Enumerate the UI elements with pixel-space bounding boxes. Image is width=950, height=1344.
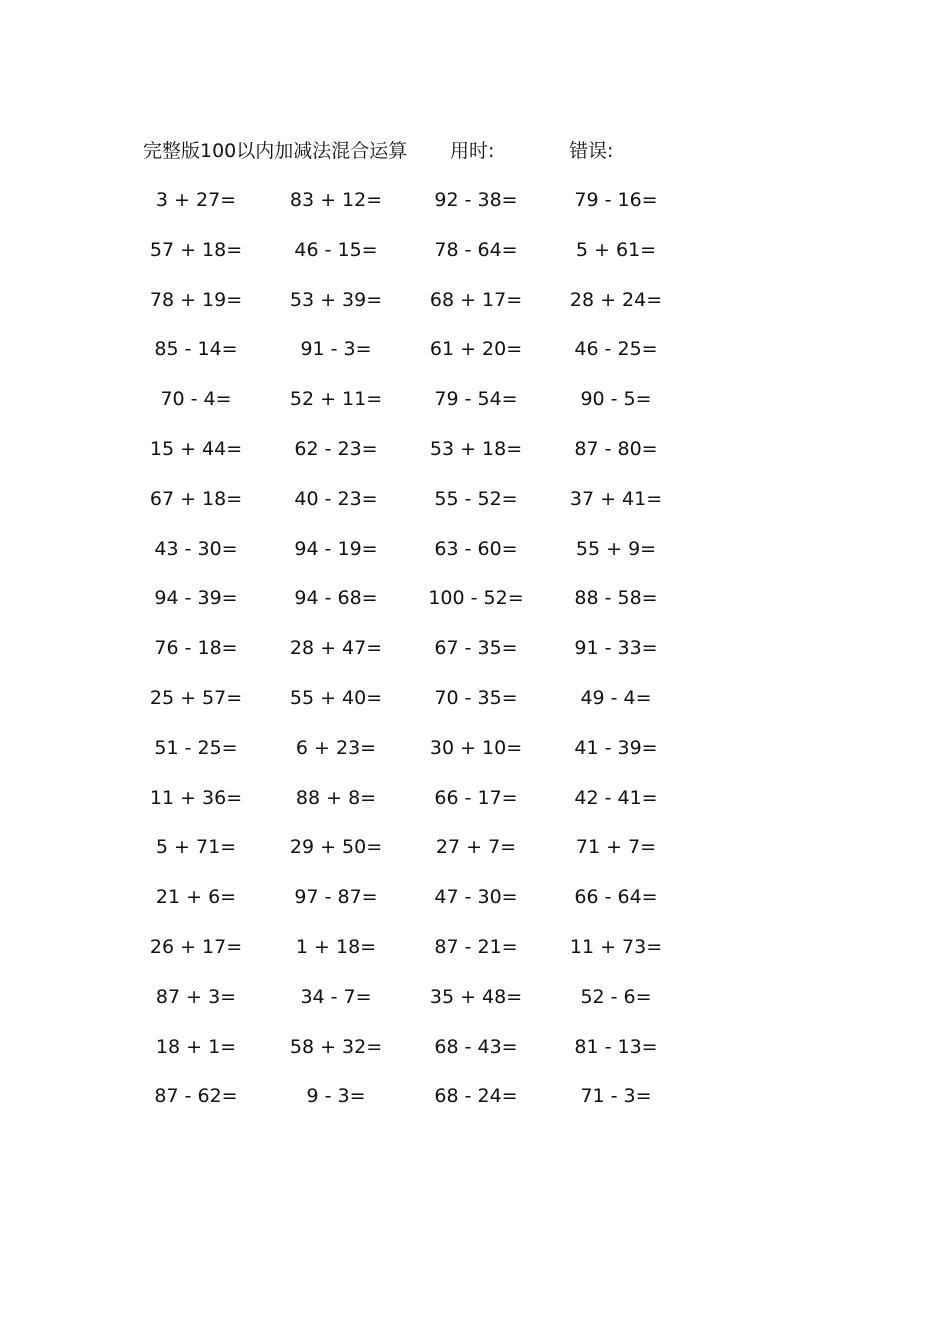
- math-problem: 68 - 24=: [434, 1085, 518, 1108]
- math-problem: 47 - 30=: [434, 886, 518, 909]
- math-problem: 42 - 41=: [574, 786, 658, 809]
- math-problem: 79 - 54=: [434, 388, 518, 411]
- problem-row: [0, 285, 950, 335]
- problem-row: [0, 235, 950, 285]
- problem-row: [0, 783, 950, 833]
- problem-row: [0, 1032, 950, 1082]
- math-problem: 35 + 48=: [429, 985, 523, 1008]
- math-problem: 53 + 39=: [289, 288, 383, 311]
- math-problem: 55 + 40=: [289, 686, 383, 709]
- math-problem: 94 - 19=: [294, 537, 378, 560]
- math-problem: 91 - 3=: [300, 338, 372, 361]
- math-problem: 87 + 3=: [155, 985, 237, 1008]
- math-problem: 52 + 11=: [289, 388, 383, 411]
- math-problem: 100 - 52=: [428, 587, 524, 610]
- math-problem: 43 - 30=: [154, 537, 238, 560]
- math-problem: 3 + 27=: [155, 189, 237, 211]
- math-problem: 41 - 39=: [574, 736, 658, 759]
- math-problem: 66 - 17=: [434, 786, 518, 809]
- math-problem: 78 - 64=: [434, 238, 518, 261]
- math-problem: 71 + 7=: [575, 836, 657, 859]
- math-problem: 9 - 3=: [306, 1085, 366, 1108]
- math-problem: 61 + 20=: [429, 338, 523, 361]
- math-problem: 67 - 35=: [434, 637, 518, 660]
- math-problem: 81 - 13=: [574, 1035, 658, 1058]
- math-problem: 63 - 60=: [434, 537, 518, 560]
- math-problem: 28 + 47=: [289, 637, 383, 660]
- errors-label: 错误:: [569, 140, 614, 162]
- math-problem: 62 - 23=: [294, 437, 378, 460]
- math-problem: 70 - 35=: [434, 686, 518, 709]
- problem-row: [0, 484, 950, 534]
- math-problem: 6 + 23=: [295, 736, 377, 759]
- problem-row: [0, 334, 950, 384]
- page-title: 完整版100以内加减法混合运算: [143, 140, 408, 162]
- math-problem: 29 + 50=: [289, 836, 383, 859]
- math-problem: 90 - 5=: [580, 388, 652, 411]
- problem-row: [0, 1081, 950, 1131]
- math-problem: 46 - 15=: [294, 238, 378, 261]
- math-problem: 37 + 41=: [569, 487, 663, 510]
- math-problem: 5 + 61=: [575, 238, 657, 261]
- math-problem: 78 + 19=: [149, 288, 243, 311]
- problem-row: [0, 583, 950, 633]
- math-problem: 88 + 8=: [295, 786, 377, 809]
- math-problem: 5 + 71=: [155, 836, 237, 859]
- math-problem: 94 - 68=: [294, 587, 378, 610]
- math-problem: 57 + 18=: [149, 238, 243, 261]
- problem-row: [0, 683, 950, 733]
- math-problem: 68 - 43=: [434, 1035, 518, 1058]
- problem-row: [0, 185, 950, 235]
- math-problem: 21 + 6=: [155, 886, 237, 909]
- math-problem: 55 + 9=: [575, 537, 657, 560]
- math-problem: 83 + 12=: [289, 189, 383, 211]
- math-problem: 34 - 7=: [300, 985, 372, 1008]
- math-problem: 71 - 3=: [580, 1085, 652, 1108]
- time-label: 用时:: [450, 140, 495, 162]
- math-problem: 87 - 62=: [154, 1085, 238, 1108]
- math-problem: 18 + 1=: [155, 1035, 237, 1058]
- math-problem: 26 + 17=: [149, 935, 243, 958]
- problem-row: [0, 832, 950, 882]
- problem-row: [0, 534, 950, 584]
- math-problem: 94 - 39=: [154, 587, 238, 610]
- problem-row: [0, 434, 950, 484]
- problem-row: [0, 384, 950, 434]
- math-problem: 55 - 52=: [434, 487, 518, 510]
- math-problem: 25 + 57=: [149, 686, 243, 709]
- math-problem: 97 - 87=: [294, 886, 378, 909]
- math-problem: 91 - 33=: [574, 637, 658, 660]
- math-problem: 27 + 7=: [435, 836, 517, 859]
- problem-row: [0, 882, 950, 932]
- math-problem: 52 - 6=: [580, 985, 652, 1008]
- math-problem: 40 - 23=: [294, 487, 378, 510]
- math-problem: 49 - 4=: [580, 686, 652, 709]
- math-problem: 28 + 24=: [569, 288, 663, 311]
- math-problem: 67 + 18=: [149, 487, 243, 510]
- math-problem: 11 + 36=: [149, 786, 243, 809]
- problem-row: [0, 633, 950, 683]
- math-problem: 76 - 18=: [154, 637, 238, 660]
- math-problem: 11 + 73=: [569, 935, 663, 958]
- problem-row: [0, 733, 950, 783]
- math-problem: 79 - 16=: [574, 189, 658, 211]
- math-problem: 70 - 4=: [160, 388, 232, 411]
- math-problem: 87 - 80=: [574, 437, 658, 460]
- math-problem: 88 - 58=: [574, 587, 658, 610]
- math-problem: 15 + 44=: [149, 437, 243, 460]
- math-problem: 1 + 18=: [295, 935, 377, 958]
- problem-row: [0, 932, 950, 982]
- math-problem: 51 - 25=: [154, 736, 238, 759]
- math-problem: 68 + 17=: [429, 288, 523, 311]
- problem-row: [0, 982, 950, 1032]
- problem-grid: [0, 185, 950, 1131]
- math-problem: 30 + 10=: [429, 736, 523, 759]
- math-problem: 66 - 64=: [574, 886, 658, 909]
- math-problem: 92 - 38=: [434, 189, 518, 211]
- math-problem: 53 + 18=: [429, 437, 523, 460]
- math-problem: 85 - 14=: [154, 338, 238, 361]
- math-problem: 58 + 32=: [289, 1035, 383, 1058]
- math-problem: 87 - 21=: [434, 935, 518, 958]
- math-problem: 46 - 25=: [574, 338, 658, 361]
